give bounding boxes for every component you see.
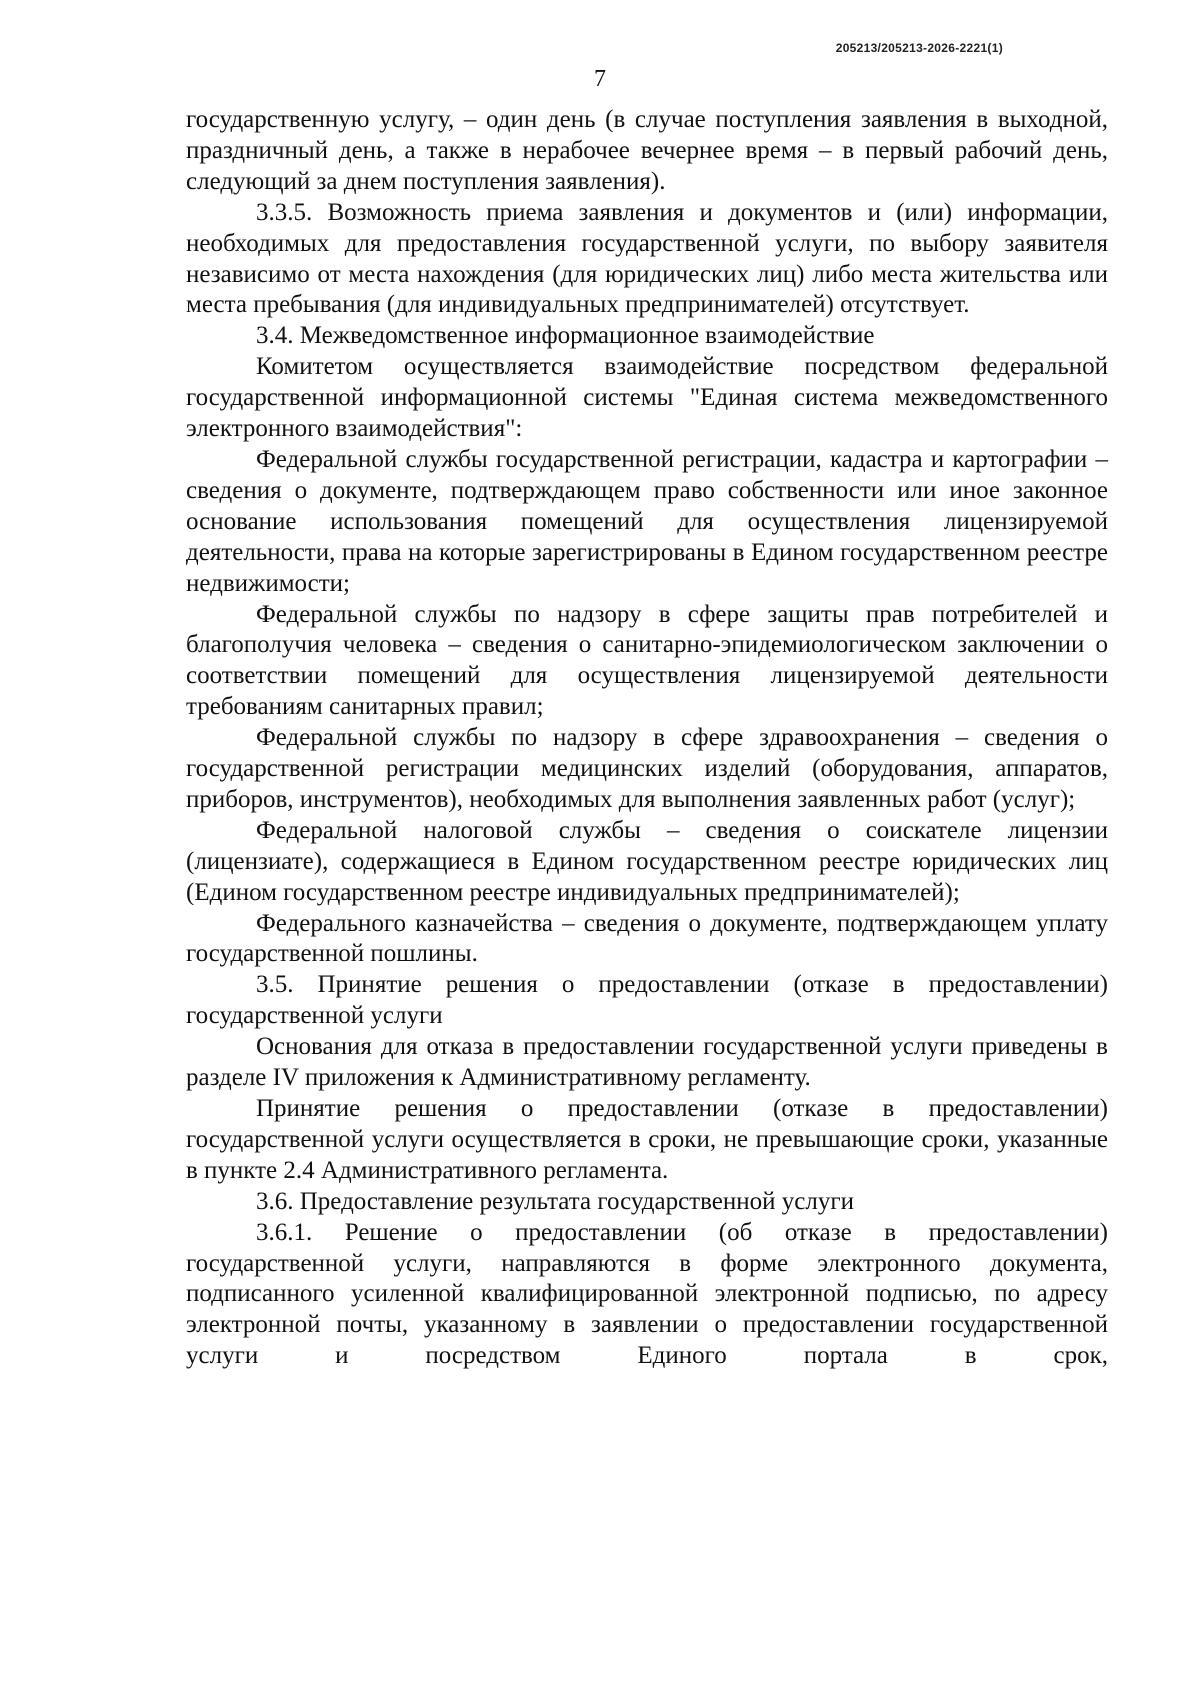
paragraph-continuation: государственную услугу, – один день (в случае поступления заявления в выходной, праздничный день, а также в нерабочее вечернее время – в первый рабочий день, следующий за днем поступления заявления).	[186, 106, 1108, 195]
document-id: 205213/205213-2026-2221(1)	[835, 41, 1003, 55]
paragraph-rospotrebnadzor: Федеральной службы по надзору в сфере защиты прав потребителей и благополучия человека – сведения о санитарно-эпидемиологическом заключении о соответствии помещений для осуществления лицензируемой деятельности требованиям санитарных правил;	[186, 600, 1108, 721]
paragraph-3-6-1: 3.6.1. Решение о предоставлении (об отказе в предоставлении) государственной услуги, направляются в форме электронного документа, подписанного усиленной квалифицированной электронной подписью, по адресу электронной почты, указанному в заявлении о предоставлении государственной услуги и посредством Единого портала в срок,	[186, 1218, 1108, 1370]
page-number: 7	[594, 66, 606, 92]
paragraph-refusal-grounds: Основания для отказа в предоставлении государственной услуги приведены в разделе IV приложения к Административному регламенту.	[186, 1033, 1108, 1092]
section-heading-3-4: 3.4. Межведомственное информационное взаимодействие	[256, 322, 875, 350]
paragraph-rosreestr: Федеральной службы государственной регистрации, кадастра и картографии – сведения о документе, подтверждающем право собственности или иное законное основание использования помещений для осуществления лицензируемой деятельности, права на которые зарегистрированы в Едином государственном реестре недвижимости;	[186, 445, 1108, 597]
page-body	[186, 105, 1108, 1372]
paragraph-treasury: Федерального казначейства – сведения о документе, подтверждающем уплату государственной пошлины.	[186, 909, 1108, 968]
paragraph-decision-terms: Принятие решения о предоставлении (отказе в предоставлении) государственной услуги осуществляется в сроки, не превышающие сроки, указанные в пункте 2.4 Административного регламента.	[186, 1095, 1108, 1184]
paragraph-3-3-5: 3.3.5. Возможность приема заявления и документов и (или) информации, необходимых для предоставления государственной услуги, по выбору заявителя независимо от места нахождения (для юридических лиц) либо места жительства или места пребывания (для индивидуальных предпринимателей) отсутствует.	[186, 198, 1108, 319]
section-heading-3-6: 3.6. Предоставление результата государственной услуги	[256, 1187, 854, 1215]
paragraph-roszdravnadzor: Федеральной службы по надзору в сфере здравоохранения – сведения о государственной регистрации медицинских изделий (оборудования, аппаратов, приборов, инструментов), необходимых для выполнения заявленных работ (услуг);	[186, 724, 1108, 813]
paragraph-interaction-intro: Комитетом осуществляется взаимодействие посредством федеральной государственной информационной системы "Единая система межведомственного электронного взаимодействия":	[186, 353, 1108, 443]
section-heading-3-5: 3.5. Принятие решения о предоставлении (отказе в предоставлении) государственной услуги	[186, 971, 1108, 1030]
paragraph-tax-service: Федеральной налоговой службы – сведения о соискателе лицензии (лицензиате), содержащиеся в Едином государственном реестре юридических лиц (Едином государственном реестре индивидуальных предпринимателей);	[186, 816, 1108, 906]
